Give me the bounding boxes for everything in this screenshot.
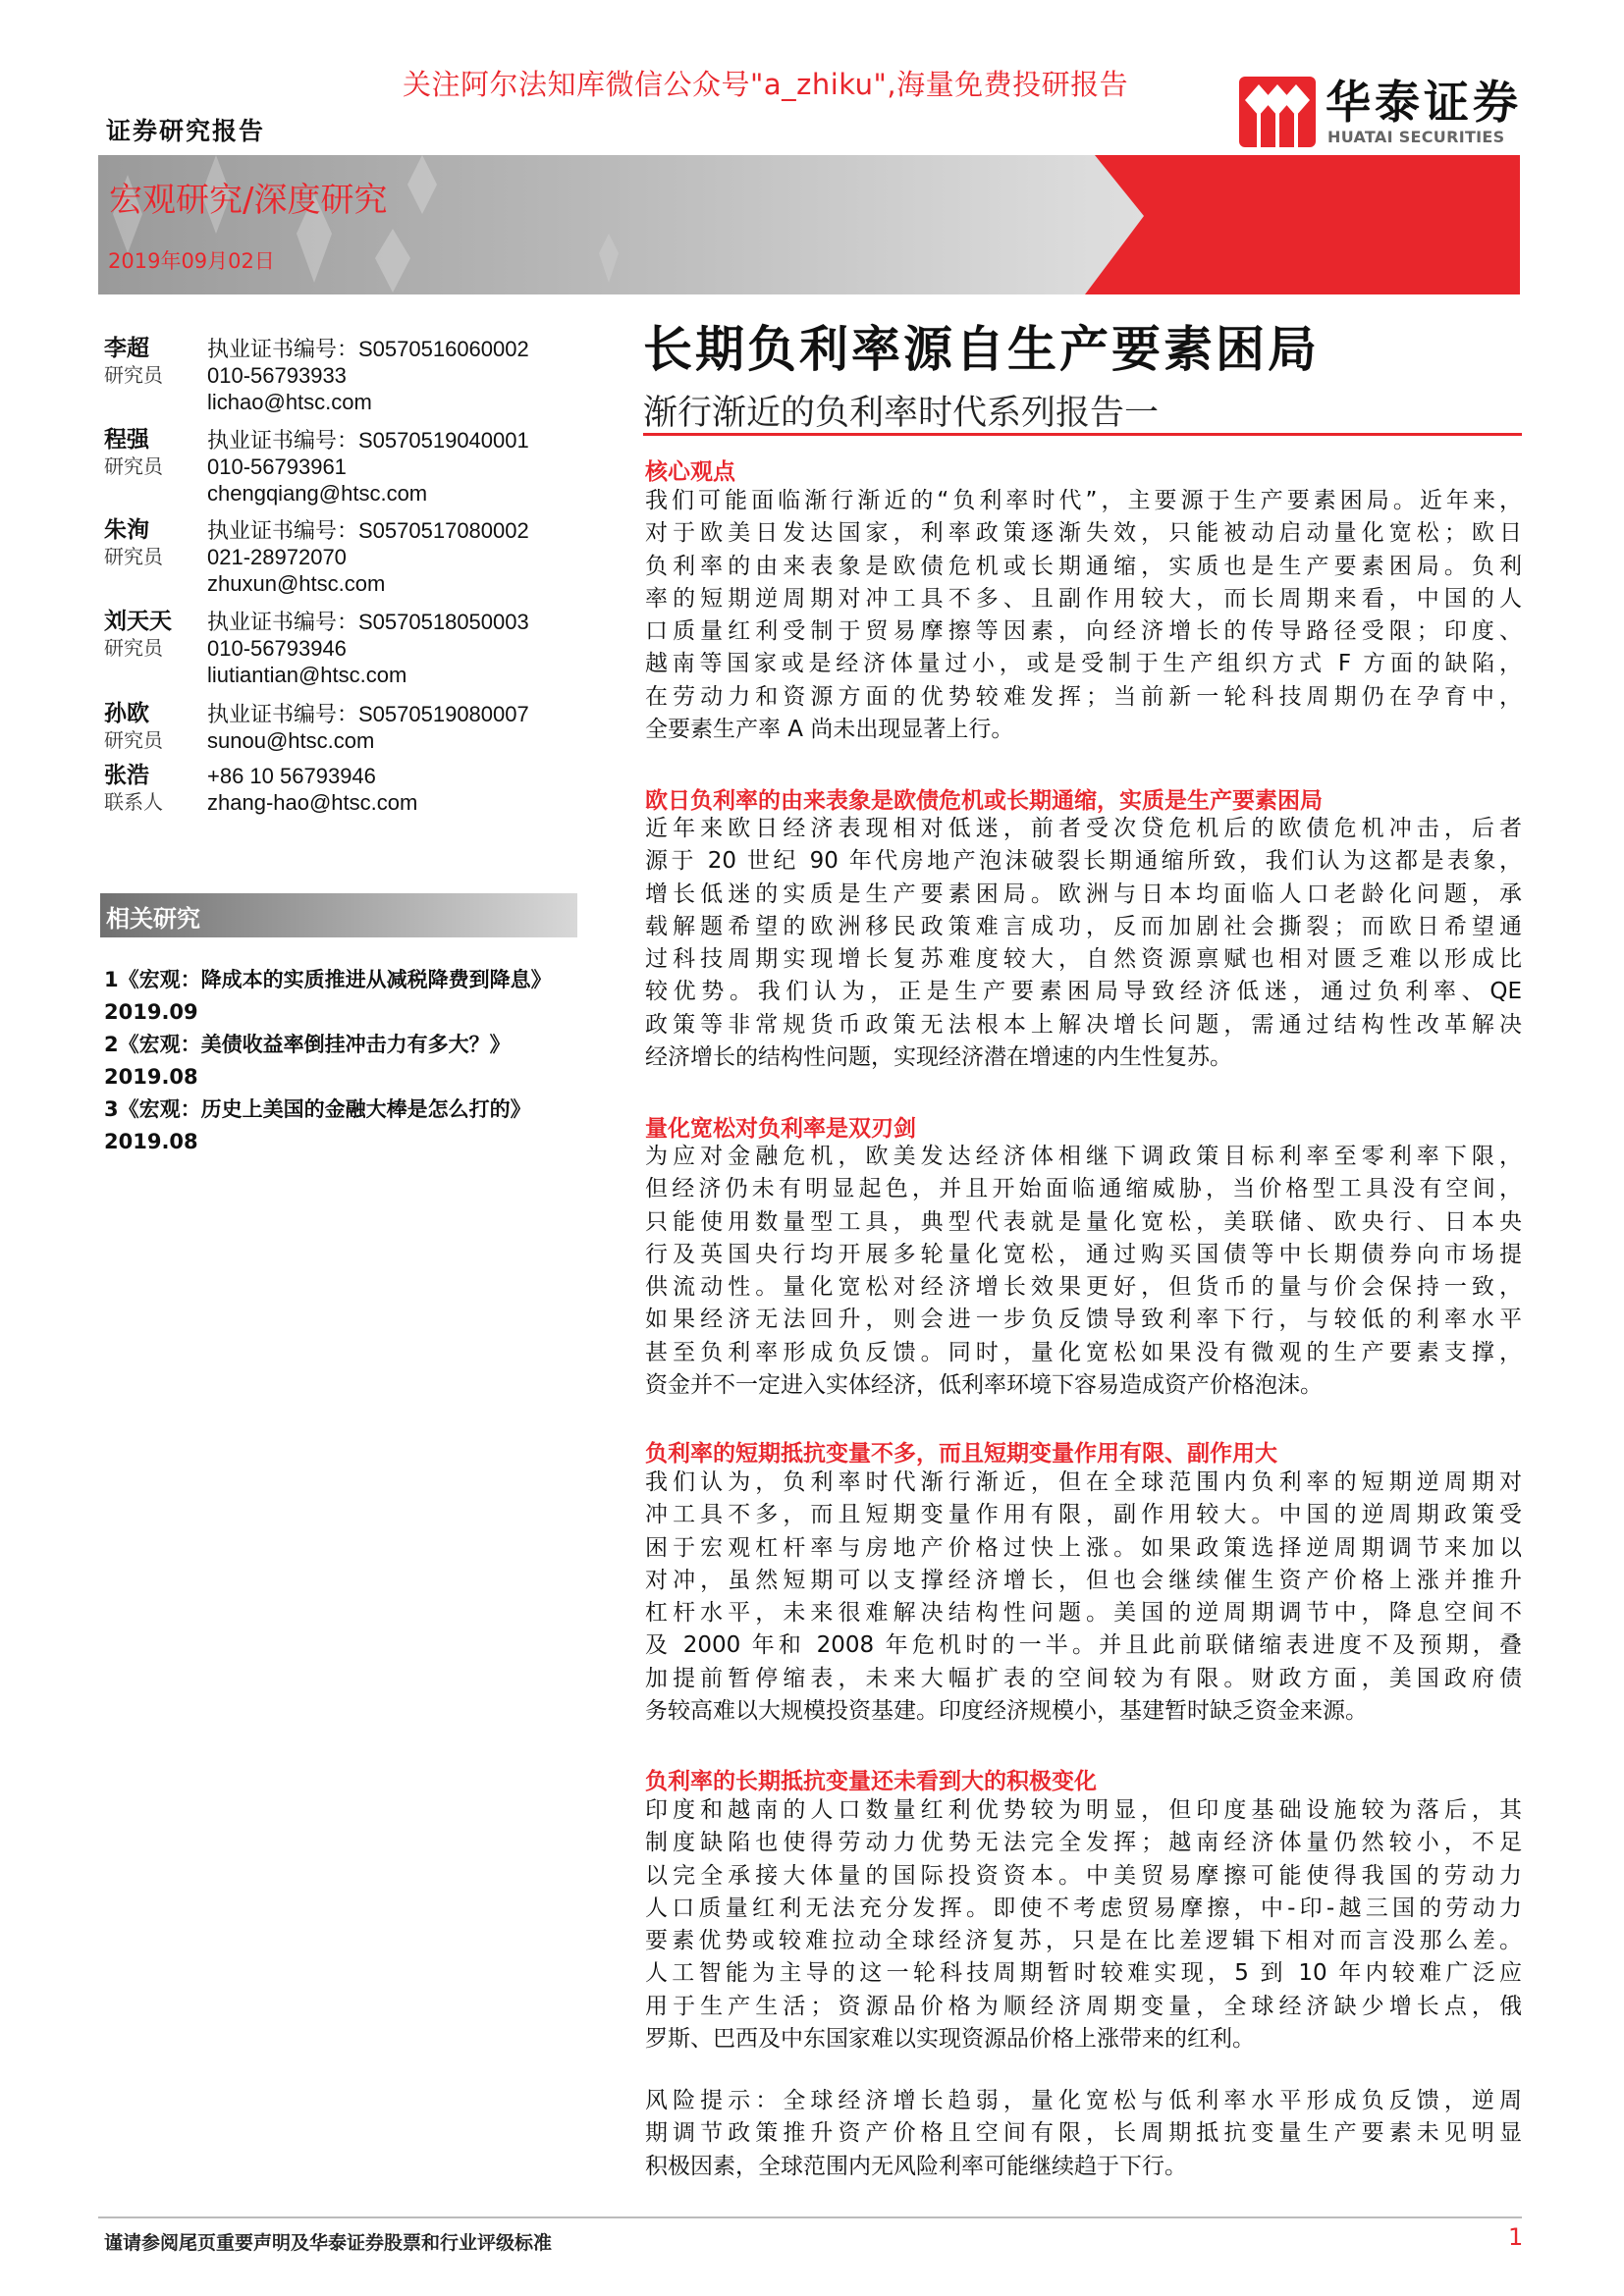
text-line: 但经济仍未有明显起色，并且开始面临通缩威胁，当价格型工具没有空间，: [645, 1176, 1522, 1202]
text-line: 风险提示：全球经济增长趋弱，量化宽松与低利率水平形成负反馈，逆周: [645, 2088, 1522, 2113]
text-line: 务较高难以大规模投资基建。印度经济规模小，基建暂时缺乏资金来源。: [645, 1698, 1368, 1725]
text-line: 越南等国家或是经济体量过小，或是受制于生产组织方式 F 方面的缺陷，: [645, 651, 1522, 677]
author-phone: 010-56793933: [207, 363, 347, 388]
text-line: 用于生产生活；资源品价格为顺经济周期变量，全球经济缺少增长点，俄: [645, 1993, 1522, 2019]
author-cert: 执业证书编号：S0570519040001: [207, 428, 529, 453]
text-line: 率的短期逆周期对冲工具不多、且副作用较大，而长周期来看，中国的人: [645, 585, 1522, 612]
text-line: 对于欧美日发达国家，利率政策逐渐失效，只能被动启动量化宽松；欧日: [645, 520, 1522, 547]
text-line: 只能使用数量型工具，典型代表就是量化宽松，美联储、欧央行、日本央: [645, 1208, 1522, 1235]
author-name: 刘天天: [104, 609, 172, 634]
author-role: 研究员: [104, 545, 163, 568]
author-card: [98, 609, 589, 688]
title-divider: [643, 433, 1522, 436]
related-research-title: 相关研究: [106, 905, 200, 933]
text-line: 积极因素，全球范围内无风险利率可能继续趋于下行。: [645, 2153, 1187, 2179]
report-category: 宏观研究/深度研究: [109, 181, 388, 220]
author-email[interactable]: sunou@htsc.com: [207, 728, 375, 753]
author-role: 研究员: [104, 454, 163, 478]
related-research-item[interactable]: 3《宏观：历史上美国的金融大棒是怎么打的》2019.08: [104, 1097, 531, 1153]
text-line: 供流动性。量化宽松对经济增长效果更好，但货币的量与价会保持一致，: [645, 1274, 1522, 1301]
risk-warning-paragraph: [645, 2085, 1522, 2183]
text-line: 源于 20 世纪 90 年代房地产泡沫破裂长期通缩所致，我们认为这都是表象，: [645, 848, 1522, 875]
author-role: 联系人: [104, 790, 163, 814]
author-email[interactable]: lichao@htsc.com: [207, 390, 372, 414]
author-cert: 执业证书编号：S0570519080007: [207, 702, 529, 726]
section-heading: 核心观点: [645, 459, 735, 485]
author-email[interactable]: zhuxun@htsc.com: [207, 571, 386, 596]
text-line: 全要素生产率 A 尚未出现显著上行。: [645, 717, 1014, 743]
text-line: 加提前暂停缩表，未来大幅扩表的空间较为有限。财政方面，美国政府债: [645, 1665, 1522, 1691]
author-role: 研究员: [104, 363, 163, 387]
page-number: 1: [1508, 2223, 1524, 2251]
author-phone: 010-56793961: [207, 454, 347, 479]
section-paragraph: [645, 485, 1522, 746]
section-paragraph: [645, 1141, 1522, 1402]
banner-red-block: [1085, 155, 1520, 294]
section-heading: 负利率的长期抵抗变量还未看到大的积极变化: [645, 1769, 1097, 1794]
related-research-item[interactable]: 1《宏观：降成本的实质推进从减税降费到降息》2019.09: [104, 968, 552, 1024]
text-line: 甚至负利率形成负反馈。同时，量化宽松如果没有微观的生产要素支撑，: [645, 1339, 1522, 1365]
text-line: 期调节政策推升资产价格且空间有限，长周期抵抗变量生产要素未见明显: [645, 2120, 1522, 2147]
text-line: 载解题希望的欧洲移民政策难言成功，反而加剧社会撕裂；而欧日希望通: [645, 913, 1522, 939]
footer-disclaimer[interactable]: 谨请参阅尾页重要声明及华泰证券股票和行业评级标准: [104, 2232, 553, 2254]
text-line: 为应对金融危机，欧美发达经济体相继下调政策目标利率至零利率下限，: [645, 1144, 1522, 1169]
author-card: [98, 517, 589, 597]
author-phone: +86 10 56793946: [207, 764, 376, 788]
document-type-label: 证券研究报告: [106, 117, 266, 145]
author-email[interactable]: chengqiang@htsc.com: [207, 481, 428, 506]
author-cert: 执业证书编号：S0570516060002: [207, 337, 529, 361]
section-heading: 欧日负利率的由来表象是欧债危机或长期通缩，实质是生产要素困局: [645, 788, 1323, 814]
text-line: 口质量红利受制于贸易摩擦等因素，向经济增长的传导路径受限；印度、: [645, 618, 1522, 645]
section-paragraph: [645, 1467, 1522, 1728]
text-line: 对冲，虽然短期可以支撑经济增长，但也会继续催生资产价格上涨并推升: [645, 1567, 1522, 1593]
text-line: 及 2000 年和 2008 年危机时的一半。并且此前联储缩表进度不及预期，叠: [645, 1632, 1522, 1659]
text-line: 过科技周期实现增长复苏难度较大，自然资源禀赋也相对匮乏难以形成比: [645, 946, 1522, 973]
related-research-item[interactable]: 2《宏观：美债收益率倒挂冲击力有多大？》2019.08: [104, 1033, 511, 1089]
author-phone: 021-28972070: [207, 545, 347, 569]
text-line: 我们认为，负利率时代渐行渐近，但在全球范围内负利率的短期逆周期对: [645, 1469, 1522, 1495]
text-line: 资金并不一定进入实体经济，低利率环境下容易造成资产价格泡沫。: [645, 1372, 1323, 1399]
text-line: 要素优势或较难拉动全球经济复苏，只是在比差逻辑下相对而言没那么差。: [645, 1928, 1522, 1954]
section-paragraph: [645, 1794, 1522, 2056]
author-role: 研究员: [104, 636, 163, 660]
text-line: 增长低迷的实质是生产要素困局。欧洲与日本均面临人口老龄化问题，承: [645, 881, 1522, 907]
text-line: 在劳动力和资源方面的优势较难发挥；当前新一轮科技周期仍在孕育中，: [645, 683, 1522, 710]
text-line: 困于宏观杠杆率与房地产价格过快上涨。如果政策选择逆周期调节来加以: [645, 1534, 1522, 1561]
text-line: 行及英国央行均开展多轮量化宽松，通过购买国债等中长期债券向市场提: [645, 1241, 1522, 1267]
author-name: 程强: [104, 427, 149, 453]
author-email[interactable]: zhang-hao@htsc.com: [207, 790, 418, 815]
text-line: 经济增长的结构性问题，实现经济潜在增速的内生性复苏。: [645, 1044, 1232, 1071]
section-heading: 负利率的短期抵抗变量不多，而且短期变量作用有限、副作用大: [645, 1441, 1277, 1467]
logo-english-name: HUATAI SECURITIES: [1327, 128, 1505, 146]
text-line: 制度缺陷也使得劳动力优势无法完全发挥；越南经济体量仍然较小，不足: [645, 1830, 1522, 1856]
author-name: 李超: [104, 336, 149, 361]
text-line: 杠杆水平，未来很难解决结构性问题。美国的逆周期调节中，降息空间不: [645, 1600, 1522, 1627]
text-line: 人工智能为主导的这一轮科技周期暂时较难实现，5 到 10 年内较难广泛应: [645, 1960, 1522, 1987]
author-phone: 010-56793946: [207, 636, 347, 661]
text-line: 人口质量红利无法充分发挥。即使不考虑贸易摩擦，中-印-越三国的劳动力: [645, 1895, 1522, 1921]
author-card: [98, 763, 589, 816]
author-card: [98, 701, 589, 754]
report-title: 长期负利率源自生产要素困局: [643, 321, 1320, 378]
author-name: 孙欧: [104, 701, 149, 726]
author-cert: 执业证书编号：S0570517080002: [207, 518, 529, 543]
author-name: 朱洵: [104, 517, 149, 543]
logo-chinese-name: 华泰证券: [1326, 76, 1522, 129]
author-email[interactable]: liutiantian@htsc.com: [207, 663, 407, 687]
author-card: [98, 336, 589, 415]
report-subtitle: 渐行渐近的负利率时代系列报告一: [643, 394, 1160, 433]
author-name: 张浩: [104, 763, 149, 788]
huatai-logo-icon: [1239, 71, 1316, 147]
text-line: 罗斯、巴西及中东国家难以实现资源品价格上涨带来的红利。: [645, 2026, 1255, 2053]
section-heading: 量化宽松对负利率是双刃剑: [645, 1116, 916, 1142]
report-date: 2019年09月02日: [108, 249, 275, 273]
section-paragraph: [645, 813, 1522, 1074]
text-line: 如果经济无法回升，则会进一步负反馈导致利率下行，与较低的利率水平: [645, 1307, 1522, 1333]
footer-divider: [98, 2216, 1522, 2218]
text-line: 政策等非常规货币政策无法根本上解决增长问题，需通过结构性改革解决: [645, 1011, 1522, 1038]
company-logo: [1239, 71, 1526, 153]
text-line: 冲工具不多，而且短期变量作用有限，副作用较大。中国的逆周期政策受: [645, 1502, 1522, 1528]
text-line: 以完全承接大体量的国际投资资本。中美贸易摩擦可能使得我国的劳动力: [645, 1862, 1522, 1889]
author-card: [98, 427, 589, 507]
watermark-text: 关注阿尔法知库微信公众号"a_zhiku",海量免费投研报告: [403, 68, 1129, 101]
author-cert: 执业证书编号：S0570518050003: [207, 610, 529, 634]
related-research-list: [104, 964, 581, 1158]
text-line: 负利率的由来表象是欧债危机或长期通缩，实质也是生产要素困局。负利: [645, 553, 1522, 579]
text-line: 印度和越南的人口数量红利优势较为明显，但印度基础设施较为落后，其: [645, 1797, 1522, 1823]
text-line: 较优势。我们认为，正是生产要素困局导致经济低迷，通过负利率、QE: [645, 979, 1522, 1005]
text-line: 我们可能面临渐行渐近的“负利率时代”，主要源于生产要素困局。近年来，: [645, 488, 1522, 513]
text-line: 近年来欧日经济表现相对低迷，前者受次贷危机后的欧债危机冲击，后者: [645, 816, 1522, 841]
author-role: 研究员: [104, 728, 163, 752]
